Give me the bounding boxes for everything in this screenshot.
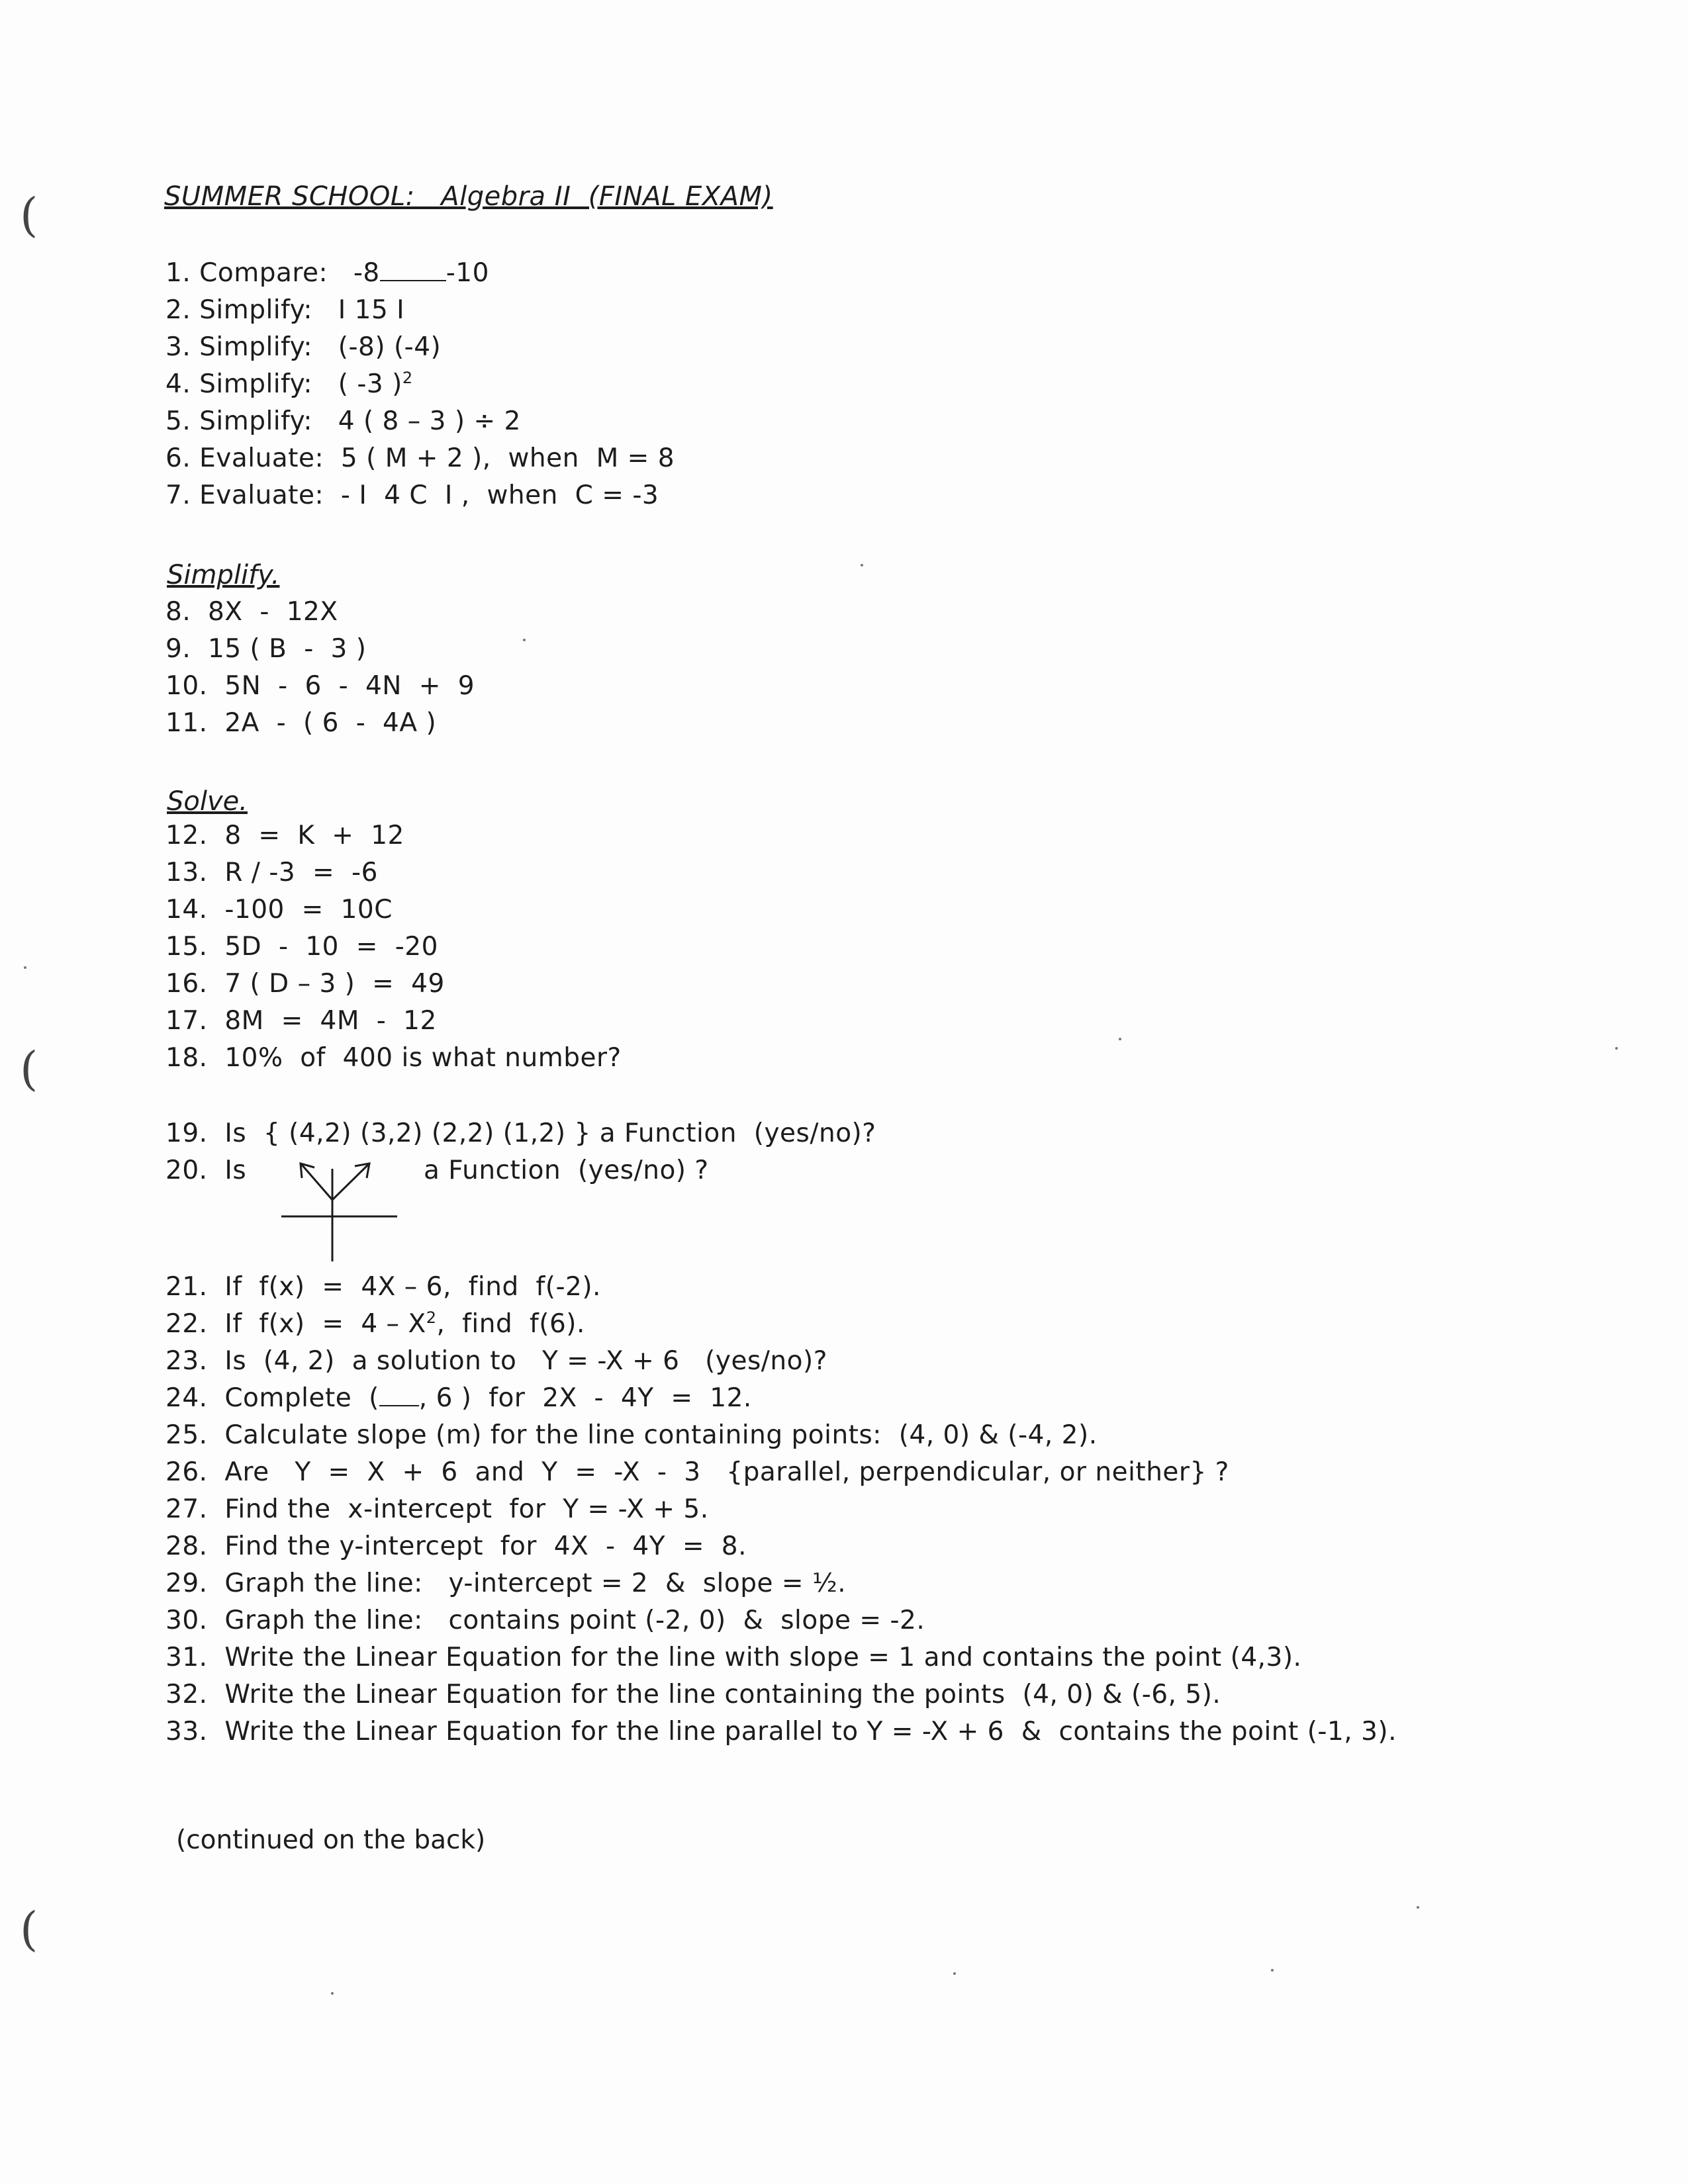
question-1-text: 1. Compare: -8 <box>165 258 380 288</box>
question-24-text-end: , 6 ) for 2X - 4Y = 12. <box>418 1383 752 1413</box>
question-1-text-end: -10 <box>445 258 489 288</box>
question-24-text: 24. Complete ( <box>165 1383 379 1413</box>
question-21: 21. If f(x) = 4X – 6, find f(-2). <box>165 1272 601 1302</box>
question-2: 2. Simplify: I 15 I <box>165 295 405 325</box>
scan-speck <box>331 1992 334 1995</box>
question-26: 26. Are Y = X + 6 and Y = -X - 3 {parallel, perpendicular, or neither} ? <box>165 1457 1229 1487</box>
question-29: 29. Graph the line: y-intercept = 2 & slope = ½. <box>165 1569 847 1598</box>
question-31: 31. Write the Linear Equation for the line with slope = 1 and contains the point (4,3). <box>165 1643 1302 1672</box>
question-23: 23. Is (4, 2) a solution to Y = -X + 6 (yes/no)? <box>165 1346 827 1376</box>
section-heading-solve: Solve. <box>167 786 248 817</box>
question-10: 10. 5N - 6 - 4N + 9 <box>165 671 475 701</box>
scan-speck <box>953 1972 956 1975</box>
question-7: 7. Evaluate: - I 4 C I , when C = -3 <box>165 480 659 510</box>
question-12: 12. 8 = K + 12 <box>165 821 404 850</box>
question-11: 11. 2A - ( 6 - 4A ) <box>165 708 437 738</box>
question-28: 28. Find the y-intercept for 4X - 4Y = 8. <box>165 1531 747 1561</box>
question-22-text-end: , find f(6). <box>436 1309 585 1339</box>
question-22-text: 22. If f(x) = 4 – X <box>165 1309 426 1339</box>
question-13: 13. R / -3 = -6 <box>165 858 378 887</box>
question-33: 33. Write the Linear Equation for the line parallel to Y = -X + 6 & contains the point (-1, 3). <box>165 1717 1397 1747</box>
punch-hole-mark-middle: ( <box>20 1042 38 1096</box>
question-4-exponent: 2 <box>402 369 413 387</box>
punch-hole-mark-top: ( <box>20 188 38 242</box>
question-22-exponent: 2 <box>426 1308 437 1327</box>
question-19: 19. Is { (4,2) (3,2) (2,2) (1,2) } a Function (yes/no)? <box>165 1118 876 1148</box>
question-4 <box>165 369 413 400</box>
question-1 <box>165 258 489 289</box>
question-32: 32. Write the Linear Equation for the line containing the points (4, 0) & (-6, 5). <box>165 1680 1221 1709</box>
scan-speck <box>523 639 526 641</box>
question-24 <box>165 1383 752 1414</box>
question-14: 14. -100 = 10C <box>165 895 393 925</box>
question-20-tail: a Function (yes/no) ? <box>424 1156 709 1185</box>
question-5: 5. Simplify: 4 ( 8 – 3 ) ÷ 2 <box>165 406 521 436</box>
scan-speck <box>1271 1969 1274 1972</box>
question-6: 6. Evaluate: 5 ( M + 2 ), when M = 8 <box>165 443 675 473</box>
question-3: 3. Simplify: (-8) (-4) <box>165 332 442 362</box>
question-8: 8. 8X - 12X <box>165 597 338 627</box>
scan-speck <box>1417 1906 1419 1909</box>
exam-title: SUMMER SCHOOL: Algebra II (FINAL EXAM) <box>164 181 773 212</box>
scan-speck <box>24 966 26 969</box>
answer-blank <box>380 260 446 281</box>
scan-speck <box>1615 1047 1618 1050</box>
question-18: 18. 10% of 400 is what number? <box>165 1043 622 1073</box>
diagram-left-arrow <box>302 1165 332 1200</box>
question-4-text: 4. Simplify: ( -3 ) <box>165 369 402 399</box>
question-27: 27. Find the x-intercept for Y = -X + 5. <box>165 1494 709 1524</box>
question-20-lead: 20. Is <box>165 1156 247 1185</box>
question-25: 25. Calculate slope (m) for the line containing points: (4, 0) & (-4, 2). <box>165 1420 1098 1450</box>
question-15: 15. 5D - 10 = -20 <box>165 932 438 962</box>
question-30: 30. Graph the line: contains point (-2, 0) & slope = -2. <box>165 1606 925 1635</box>
question-9: 9. 15 ( B - 3 ) <box>165 634 367 664</box>
diagram-right-arrow <box>332 1165 368 1200</box>
relation-arrow-diagram <box>278 1150 404 1263</box>
question-22 <box>165 1309 585 1340</box>
scan-speck <box>861 564 863 567</box>
question-16: 16. 7 ( D – 3 ) = 49 <box>165 969 445 999</box>
continued-note: (continued on the back) <box>176 1825 486 1855</box>
answer-blank <box>379 1385 419 1406</box>
section-heading-simplify: Simplify. <box>167 560 280 590</box>
scan-speck <box>1119 1038 1121 1040</box>
question-17: 17. 8M = 4M - 12 <box>165 1006 437 1036</box>
punch-hole-mark-bottom: ( <box>20 1902 38 1956</box>
